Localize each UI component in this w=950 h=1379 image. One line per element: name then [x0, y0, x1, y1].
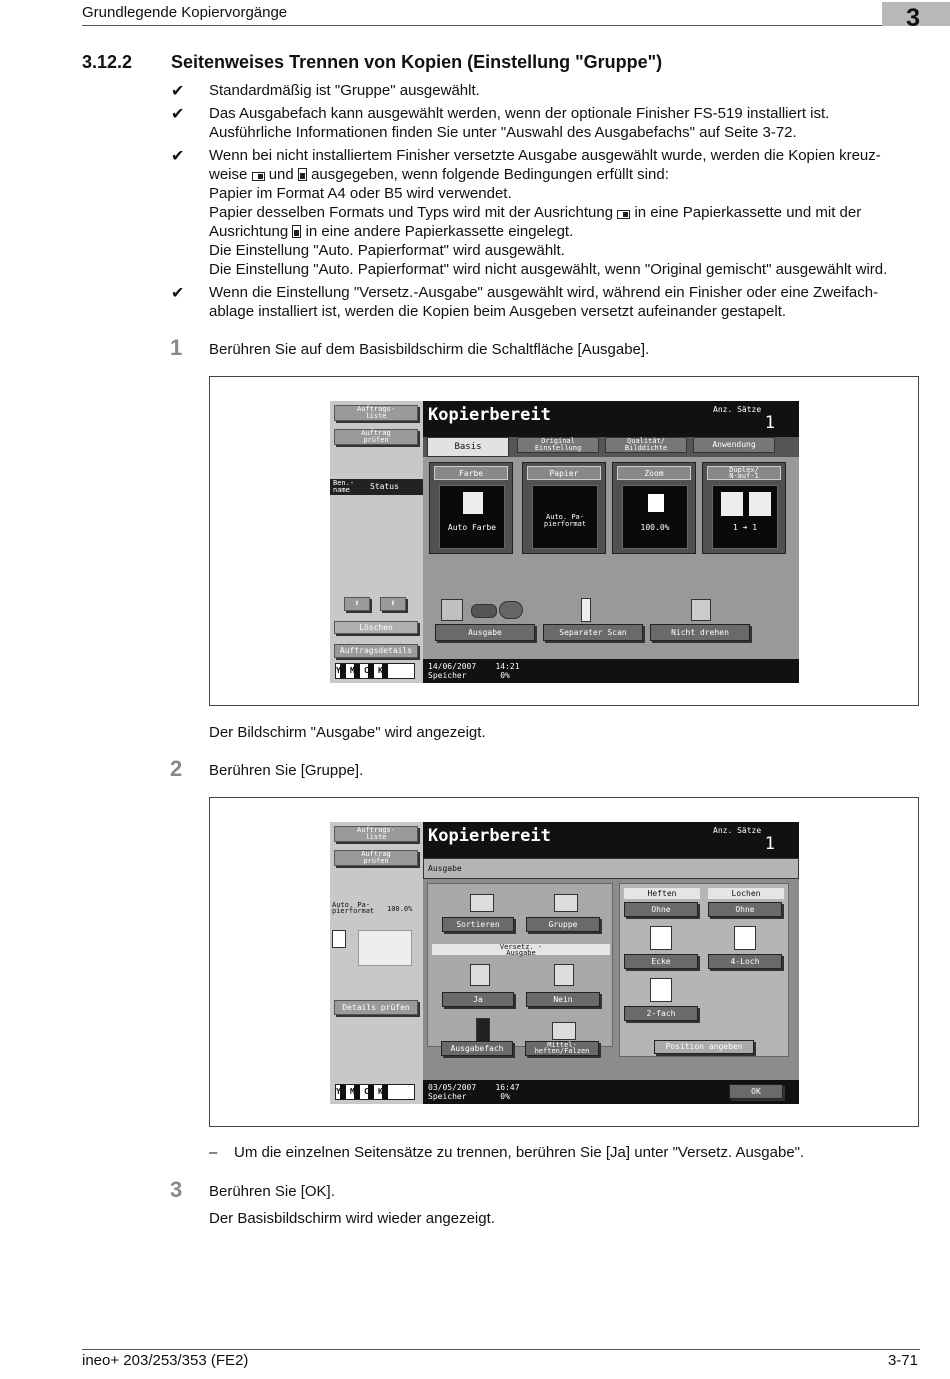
two-position-staple-icon — [650, 978, 672, 1002]
bullet-text: Wenn bei nicht installiertem Finisher versetzte Ausgabe ausgewählt wurde, werden die Kopien kreuz- — [209, 147, 881, 164]
status-bar — [423, 401, 799, 437]
zoom-summary: 100.0% — [387, 905, 413, 913]
checkmark-icon: ✔ — [171, 106, 185, 123]
arrow-up-icon: ⬆ — [354, 599, 360, 609]
sort-icon — [470, 894, 494, 912]
zoom-value: 100.0% — [640, 523, 670, 532]
separate-scan-icon — [581, 598, 591, 622]
sets-label: Anz. Sätze — [713, 826, 762, 835]
no-rotate-icon — [691, 599, 711, 621]
duplex-heading: Duplex/ N-auf-1 — [707, 466, 781, 480]
bullet-text-with-icons — [209, 203, 861, 222]
offset-yes-icon — [470, 964, 490, 986]
punch-icon — [499, 601, 523, 619]
offset-no-button[interactable]: Nein — [526, 992, 600, 1007]
datetime-block — [428, 1083, 520, 1101]
tab-application[interactable]: Anwendung — [693, 437, 775, 453]
memory-label: Speicher — [428, 1092, 467, 1101]
no-rotate-button[interactable]: Nicht drehen — [650, 624, 750, 641]
landscape-orientation-icon — [617, 210, 630, 219]
note-dash: – — [209, 1144, 218, 1161]
section-number: 3.12.2 — [82, 52, 133, 72]
tab-quality-density[interactable]: Qualität/ Bilddichte — [605, 437, 687, 453]
chapter-number: 3 — [906, 4, 920, 32]
group-icon — [554, 894, 578, 912]
job-check-button[interactable]: Auftrag prüfen — [334, 850, 418, 866]
step-text: Berühren Sie auf dem Basisbildschirm die Schaltfläche [Ausgabe]. — [209, 341, 650, 358]
duplex-target-icon — [749, 492, 771, 516]
step-number: 3 — [170, 1177, 183, 1202]
time: 14:21 — [495, 662, 520, 671]
section-title: Seitenweises Trennen von Kopien (Einstellung "Gruppe") — [171, 52, 663, 72]
scroll-up-button[interactable] — [344, 597, 370, 611]
separate-scan-button[interactable]: Separater Scan — [543, 624, 643, 641]
job-list-button[interactable]: Auftrags- liste — [334, 405, 418, 421]
step-text: Berühren Sie [OK]. — [209, 1183, 335, 1200]
original-page-icon — [332, 930, 346, 948]
status-bar — [423, 822, 799, 858]
output-button[interactable]: Ausgabe — [435, 624, 535, 641]
two-position-staple-button[interactable]: 2-fach — [624, 1006, 698, 1021]
corner-staple-button[interactable]: Ecke — [624, 954, 698, 969]
tab-original-settings[interactable]: Original Einstellung — [517, 437, 599, 453]
output-screen-header: Ausgabe — [423, 858, 799, 879]
bullet-text: Ausrichtung — [209, 223, 289, 240]
staple-label: Heften — [624, 888, 700, 899]
basic-settings-area — [423, 457, 799, 659]
date: 03/05/2007 — [428, 1083, 477, 1092]
sets-value: 1 — [764, 834, 775, 854]
sort-button[interactable]: Sortieren — [442, 917, 514, 932]
check-details-button[interactable]: Details prüfen — [334, 1000, 418, 1015]
duplex-source-icon — [721, 492, 743, 516]
date: 14/06/2007 — [428, 662, 477, 671]
status-column-header: Status — [370, 482, 399, 491]
control-panel-screen — [330, 822, 799, 1104]
color-setting-button[interactable] — [429, 462, 513, 554]
bottom-status-bar — [423, 1080, 799, 1104]
screen-title: Kopierbereit — [428, 405, 551, 425]
bullet-text: Die Einstellung "Auto. Papierformat" wird nicht ausgewählt, wenn "Original gemischt" ausgewählt wird. — [209, 261, 888, 278]
zoom-value-panel — [622, 485, 688, 549]
specify-position-button[interactable]: Position angeben — [654, 1040, 754, 1054]
color-value: Auto Farbe — [447, 523, 497, 532]
screen-title: Kopierbereit — [428, 826, 551, 846]
scroll-down-button[interactable] — [380, 597, 406, 611]
step-number: 1 — [170, 335, 183, 360]
bullet-text: Papier im Format A4 oder B5 wird verwendet. — [209, 185, 512, 202]
staple-none-button[interactable]: Ohne — [624, 902, 698, 917]
punch-label: Lochen — [708, 888, 784, 899]
toner-magenta: M — [350, 1085, 360, 1099]
four-hole-icon — [734, 926, 756, 950]
running-title: Grundlegende Kopiervorgänge — [82, 4, 288, 21]
bullet-text: in eine Papierkassette und mit der — [634, 204, 862, 221]
sort-group-panel — [427, 883, 613, 1047]
center-staple-fold-button[interactable]: Mittel- heften/Falzen — [525, 1041, 599, 1056]
booklet-fold-icon — [552, 1022, 576, 1040]
time: 16:47 — [495, 1083, 520, 1092]
bullet-text: ablage installiert ist, werden die Kopien beim Ausgeben versetzt aufeinander gestapelt. — [209, 303, 787, 320]
zoom-setting-button[interactable] — [612, 462, 696, 554]
sets-value: 1 — [764, 413, 775, 433]
offset-output-label: Versetz. - Ausgabe — [432, 944, 610, 955]
ok-button[interactable]: OK — [729, 1084, 783, 1099]
toner-black: K — [378, 664, 388, 678]
delete-button[interactable]: Löschen — [334, 621, 418, 634]
footer-model: ineo+ 203/253/353 (FE2) — [82, 1352, 249, 1369]
finishing-panel — [619, 883, 789, 1057]
sets-label: Anz. Sätze — [713, 405, 762, 414]
job-check-button[interactable]: Auftrag prüfen — [334, 429, 418, 445]
toner-cyan: C — [364, 664, 374, 678]
color-value-panel — [439, 485, 505, 549]
duplex-value: 1 ➔ 1 — [732, 523, 758, 532]
color-document-icon — [463, 492, 483, 514]
toner-magenta: M — [350, 664, 360, 678]
paper-value: Auto. Pa- pierformat — [532, 485, 598, 549]
footer-rule — [82, 1349, 920, 1350]
portrait-orientation-icon — [292, 225, 301, 238]
bullet-text: und — [268, 166, 294, 183]
bottom-status-bar — [423, 659, 799, 683]
toner-cyan: C — [364, 1085, 374, 1099]
bullet-text-with-icons — [209, 222, 573, 241]
screenshot-frame-basic-screen — [209, 376, 919, 706]
checkmark-icon: ✔ — [171, 285, 185, 302]
page-icon — [648, 494, 664, 512]
current-settings-summary — [332, 902, 422, 922]
bullet-text: Ausführliche Informationen finden Sie unter "Auswahl des Ausgabefachs" auf Seite 3-72. — [209, 124, 797, 141]
portrait-orientation-icon — [298, 168, 307, 181]
step-result: Der Bildschirm "Ausgabe" wird angezeigt. — [209, 724, 486, 741]
job-list-button[interactable]: Auftrags- liste — [334, 826, 418, 842]
duplex-value-panel — [712, 485, 778, 549]
four-hole-button[interactable]: 4-Loch — [708, 954, 782, 969]
memory-percent: 0% — [500, 1092, 510, 1101]
duplex-setting-button[interactable] — [702, 462, 786, 554]
header-rule — [82, 25, 882, 26]
output-tray-icon — [476, 1018, 490, 1042]
bullet-text: Wenn die Einstellung "Versetz.-Ausgabe" ausgewählt wird, während ein Finisher oder eine Zweifach- — [209, 284, 879, 301]
control-panel-screen — [330, 401, 799, 683]
step-number: 2 — [170, 756, 183, 781]
name-column-header: Ben.- name — [333, 479, 355, 494]
zoom-heading: Zoom — [617, 466, 691, 480]
offset-yes-button[interactable]: Ja — [442, 992, 514, 1007]
toner-black: K — [378, 1085, 388, 1099]
sort-stack-icon — [441, 599, 463, 621]
memory-percent: 0% — [500, 671, 510, 680]
left-panel — [330, 401, 423, 683]
corner-staple-icon — [650, 926, 672, 950]
arrow-down-icon: ⬇ — [390, 599, 396, 609]
output-settings-area — [423, 879, 799, 1080]
step-text: Berühren Sie [Gruppe]. — [209, 762, 364, 779]
punch-none-button[interactable]: Ohne — [708, 902, 782, 917]
tab-bar — [423, 437, 799, 457]
left-panel — [330, 822, 423, 1104]
group-button[interactable]: Gruppe — [526, 917, 600, 932]
checkmark-icon: ✔ — [171, 148, 185, 165]
footer-page-number: 3-71 — [887, 1352, 918, 1369]
bullet-text: weise — [209, 166, 248, 183]
offset-no-icon — [554, 964, 574, 986]
staple-icon — [471, 604, 497, 618]
toner-indicator — [335, 663, 415, 679]
checkmark-icon: ✔ — [171, 83, 185, 100]
step-note: Um die einzelnen Seitensätze zu trennen, berühren Sie [Ja] unter "Versetz. Ausgabe". — [234, 1144, 805, 1161]
output-tray-button[interactable]: Ausgabefach — [441, 1041, 513, 1056]
bullet-text: Das Ausgabefach kann ausgewählt werden, wenn der optionale Finisher FS-519 installiert ist. — [209, 105, 830, 122]
step-result: Der Basisbildschirm wird wieder angezeigt. — [209, 1210, 495, 1227]
bullet-text: Papier desselben Formats und Typs wird mit der Ausrichtung — [209, 204, 614, 221]
landscape-orientation-icon — [252, 172, 265, 181]
chapter-tab — [882, 2, 950, 32]
tab-basic[interactable]: Basis — [427, 437, 509, 457]
toner-indicator — [335, 1084, 415, 1100]
memory-label: Speicher — [428, 671, 467, 680]
toner-yellow: Y — [336, 1085, 346, 1099]
screenshot-frame-output-screen — [209, 797, 919, 1127]
color-heading: Farbe — [434, 466, 508, 480]
toner-yellow: Y — [336, 664, 346, 678]
bullet-text: Die Einstellung "Auto. Papierformat" wird ausgewählt. — [209, 242, 565, 259]
output-preview-icon — [358, 930, 412, 966]
bullet-text: in eine andere Papierkassette eingelegt. — [305, 223, 574, 240]
bullet-text-with-icons — [209, 165, 669, 184]
bullet-text: Standardmäßig ist "Gruppe" ausgewählt. — [209, 82, 480, 99]
paper-heading: Papier — [527, 466, 601, 480]
job-details-button[interactable]: Auftragsdetails — [334, 644, 418, 658]
job-table-header — [330, 479, 423, 495]
datetime-block — [428, 662, 520, 680]
bullet-text: ausgegeben, wenn folgende Bedingungen erfüllt sind: — [311, 166, 669, 183]
paper-setting-button[interactable] — [522, 462, 606, 554]
paper-summary: Auto. Pa- pierformat — [332, 901, 375, 915]
